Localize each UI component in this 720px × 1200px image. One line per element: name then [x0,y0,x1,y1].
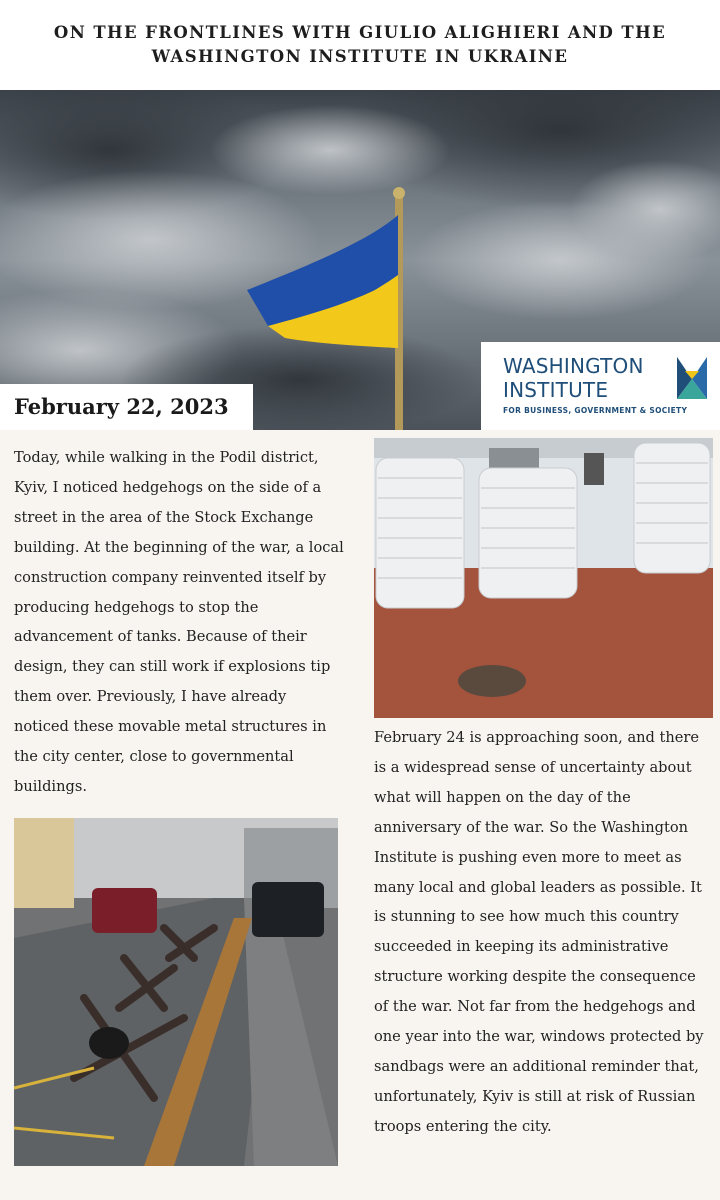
article-paragraph-1: Today, while walking in the Podil district, Kyiv, I noticed hedgehogs on the side of a street in the area of the Stock Exchange building. At the beginning of the war, a local construction company reinvented itself by producing hedgehogs to stop the advancement of tanks. Because of their design, they can still work if explosions tip them over. Previously, I have already noticed these movable metal structures in the city center, close to governmental buildings. [14,449,344,795]
hedgehogs-street-photo [14,818,338,1166]
institute-emblem-icon [677,357,707,399]
post-date: February 22, 2023 [14,394,229,419]
hedgehogs-street-illustration [14,818,338,1166]
logo-line2: INSTITUTE [503,378,609,402]
article-paragraph-2: February 24 is approaching soon, and there is a widespread sense of uncertainty about what will happen on the day of the anniversary of the war. So the Washington Institute is pushing even more to meet as many local and global leaders as possible. It is stunning to see how much this country succeeded in keeping its administrative structure working despite the consequence of the war. Not far from the hedgehogs and one year into the war, windows protected by sandbags were an additional reminder that, unfortunately, Kyiv is still at risk of Russian troops entering the city. [374,729,704,1135]
page-title: ON THE FRONTLINES WITH GIULIO ALIGHIERI AND THE WASHINGTON INSTITUTE IN UKRAINE [53,23,667,66]
sandbags-illustration [374,438,713,718]
sandbags-photo [374,438,713,718]
page-header [0,0,720,90]
logo-tagline: FOR BUSINESS, GOVERNMENT & SOCIETY [503,406,688,415]
date-label-box [0,384,253,430]
logo-line1: WASHINGTON [503,354,644,378]
washington-institute-logo [481,342,720,430]
